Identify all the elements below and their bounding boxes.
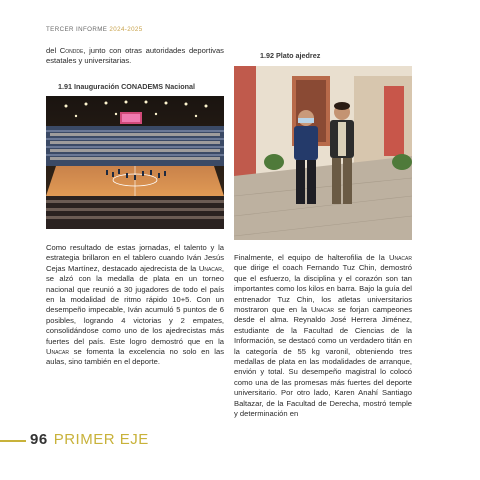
intro-text-end: , junto con otras autoridades deportivas estatales y universitarias. — [46, 46, 224, 66]
weightlifting-paragraph — [234, 253, 412, 420]
footer-rule — [0, 440, 26, 442]
org-name: Condde — [59, 46, 84, 55]
paragraph-text: Finalmente, el equipo de halterofilia de la — [234, 253, 389, 262]
chess-result-paragraph — [46, 243, 224, 368]
photo-caption-arena: 1.91 Inauguración CONADEMS Nacional — [58, 82, 195, 91]
header-prefix: TERCER INFORME — [46, 26, 110, 33]
header-year: 2024-2025 — [109, 26, 143, 33]
photo-caption-chess: 1.92 Plato ajedrez — [260, 51, 321, 60]
org-name: Unacar — [310, 305, 334, 315]
org-name: Unacar — [198, 263, 222, 273]
paragraph-text: , se alzó con la medalla de plata en un torneo nacional que reunió a 30 jugadores de todo el país en la modalidad de ritmo rápido 10+5. Con un desempeño impecable, Iván acumuló 5 puntos de 6 posibles, logrando 4 victorias y 2 empates, consolidándose como uno de los ajedrecistas más fuertes del país. Este logro demostró que en la — [46, 263, 224, 346]
chess-award-photo — [234, 66, 412, 240]
paragraph-text: se forjan campeones desde el alma. Reynaldo José Herrera Jiménez, estudiante de la Facultad de Ciencias de la Información, se destacó como un verdadero titán en la categoría de 55 kg varonil, obteniendo tres medallas de plata en las modalidades de arranque, envión y total. Su desempeño magistral lo colocó como una de las promesas más fuertes del deporte universitario. Por otro lado, Karen Anahí Santiago Baltazar, de la Facultad de Derecha, mostró temple y determinación en — [234, 305, 412, 419]
page-footer — [30, 431, 149, 448]
paragraph-text: se fomenta la excelencia no solo en las aulas, sino también en el deporte. — [46, 347, 224, 367]
report-header — [46, 26, 143, 33]
page-number: 96 — [30, 431, 48, 448]
arena-photo — [46, 96, 224, 229]
section-title: PRIMER EJE — [53, 431, 149, 448]
paragraph-text: Como resultado de estas jornadas, el talento y la estrategia brillaron en el tablero cuando Iván Jesús Cejas Martínez, destacado ajedrecista de la — [46, 243, 224, 273]
intro-text-start: del — [46, 46, 60, 55]
org-name: Unacar — [389, 253, 412, 262]
intro-paragraph — [46, 46, 224, 67]
org-name: Unacar — [46, 347, 69, 357]
paragraph-text: que dirige el coach Fernando Tuz Chin, demostró que el esfuerzo, la disciplina y el corazón son tan importantes como los kilos en barra. Bajo la guía del entrenador Tuz Chin, los atletas universitarios mostraron que en la — [234, 263, 412, 315]
